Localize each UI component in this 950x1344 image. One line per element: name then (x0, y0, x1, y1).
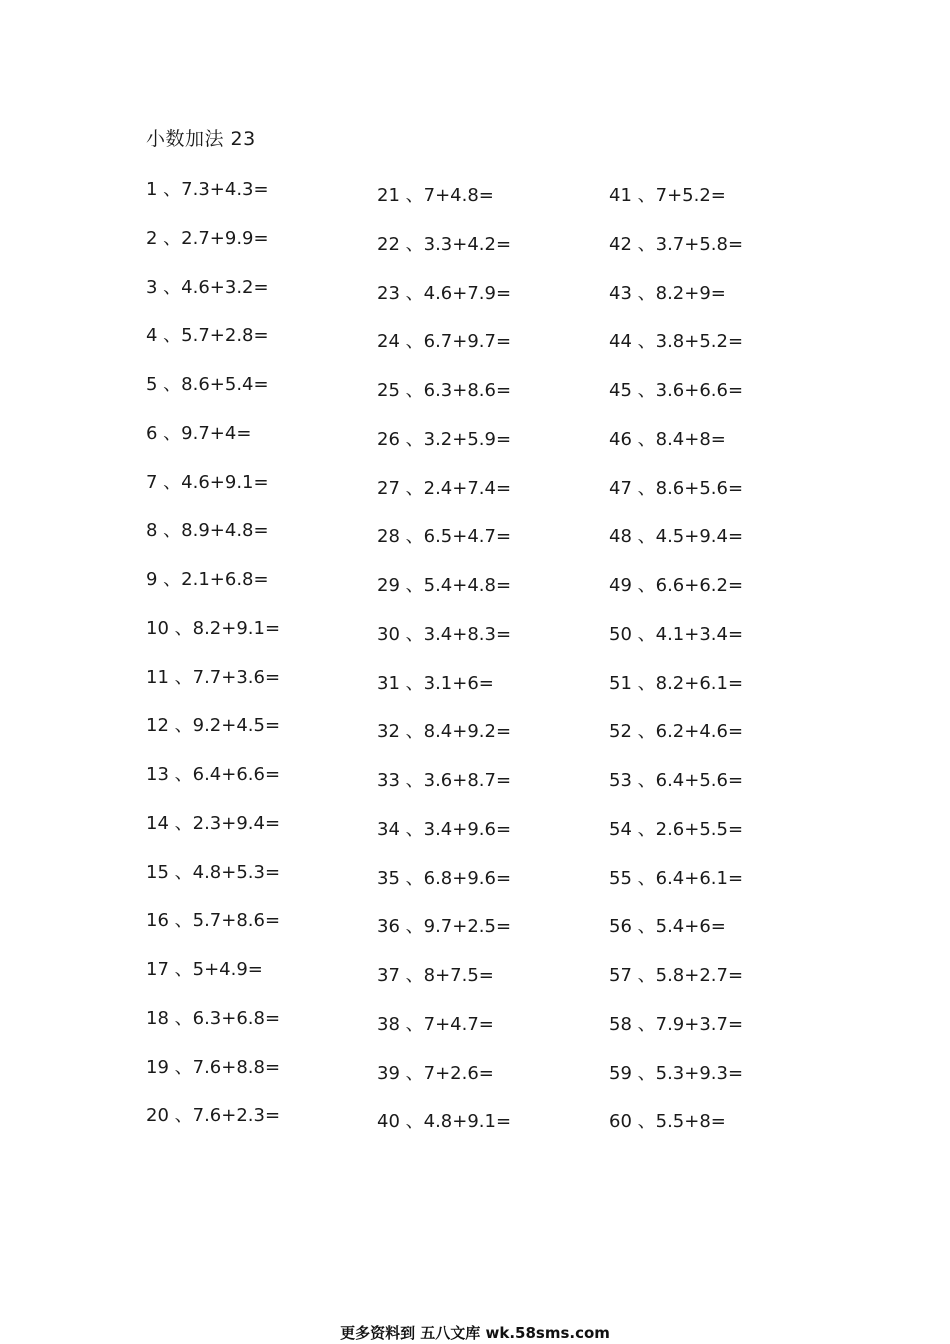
problem-item: 25 、6.3+8.6= (377, 380, 512, 401)
problem-item: 60 、5.5+8= (609, 1111, 726, 1133)
problem-item: 7 、4.6+9.1= (146, 471, 269, 493)
problem-item: 12 、9.2+4.5= (146, 715, 281, 737)
problem-item: 45 、3.6+6.6= (609, 380, 744, 401)
problem-item: 3 、4.6+3.2= (146, 276, 269, 298)
problem-item: 24 、6.7+9.7= (377, 331, 512, 353)
problem-item: 4 、5.7+2.8= (146, 325, 269, 347)
problem-item: 9 、2.1+6.8= (146, 569, 269, 590)
problem-item: 13 、6.4+6.6= (146, 764, 281, 785)
problem-item: 23 、4.6+7.9= (377, 282, 512, 304)
problem-item: 21 、7+4.8= (377, 185, 494, 206)
problem-item: 42 、3.7+5.8= (609, 233, 744, 255)
problem-item: 48 、4.5+9.4= (609, 526, 744, 548)
footer-link-text: 更多资料到 五八文库 wk.58sms.com (340, 1324, 610, 1342)
problem-item: 40 、4.8+9.1= (377, 1111, 512, 1133)
problem-item: 52 、6.2+4.6= (609, 721, 744, 743)
problem-item: 22 、3.3+4.2= (377, 233, 512, 255)
problem-item: 28 、6.5+4.7= (377, 526, 512, 548)
problem-item: 11 、7.7+3.6= (146, 666, 281, 688)
problem-item: 19 、7.6+8.8= (146, 1056, 281, 1078)
problem-item: 30 、3.4+8.3= (377, 623, 512, 645)
problem-item: 58 、7.9+3.7= (609, 1013, 744, 1035)
problem-item: 50 、4.1+3.4= (609, 623, 744, 645)
problem-item: 55 、6.4+6.1= (609, 867, 744, 889)
problem-item: 44 、3.8+5.2= (609, 331, 744, 353)
problem-item: 33 、3.6+8.7= (377, 770, 512, 791)
problem-item: 49 、6.6+6.2= (609, 575, 744, 596)
problem-item: 15 、4.8+5.3= (146, 861, 281, 883)
worksheet-title: 小数加法 23 (146, 128, 256, 150)
problem-item: 43 、8.2+9= (609, 282, 726, 304)
problem-item: 34 、3.4+9.6= (377, 818, 512, 840)
problem-item: 8 、8.9+4.8= (146, 520, 269, 542)
problem-item: 27 、2.4+7.4= (377, 477, 512, 499)
problem-item: 26 、3.2+5.9= (377, 428, 512, 450)
problem-item: 51 、8.2+6.1= (609, 672, 744, 694)
problem-item: 53 、6.4+5.6= (609, 770, 744, 791)
problem-item: 47 、8.6+5.6= (609, 477, 744, 499)
problem-item: 46 、8.4+8= (609, 428, 726, 450)
problem-item: 35 、6.8+9.6= (377, 867, 512, 889)
problem-item: 56 、5.4+6= (609, 916, 726, 938)
problem-item: 1 、7.3+4.3= (146, 179, 269, 200)
problem-item: 36 、9.7+2.5= (377, 916, 512, 938)
problem-item: 32 、8.4+9.2= (377, 721, 512, 743)
problem-item: 54 、2.6+5.5= (609, 818, 744, 840)
problem-item: 59 、5.3+9.3= (609, 1062, 744, 1084)
problem-item: 38 、7+4.7= (377, 1013, 494, 1035)
problem-item: 10 、8.2+9.1= (146, 617, 281, 639)
problem-item: 20 、7.6+2.3= (146, 1105, 281, 1127)
problem-item: 17 、5+4.9= (146, 959, 263, 980)
problem-item: 2 、2.7+9.9= (146, 227, 269, 249)
problem-item: 39 、7+2.6= (377, 1062, 494, 1084)
problem-item: 37 、8+7.5= (377, 965, 494, 986)
problem-item: 29 、5.4+4.8= (377, 575, 512, 596)
problem-item: 41 、7+5.2= (609, 185, 726, 206)
problem-item: 18 、6.3+6.8= (146, 1007, 281, 1029)
problem-item: 5 、8.6+5.4= (146, 374, 269, 395)
problem-item: 16 、5.7+8.6= (146, 910, 281, 932)
problem-item: 31 、3.1+6= (377, 672, 494, 694)
problem-item: 57 、5.8+2.7= (609, 965, 744, 986)
problem-item: 6 、9.7+4= (146, 422, 252, 444)
problem-item: 14 、2.3+9.4= (146, 812, 281, 834)
